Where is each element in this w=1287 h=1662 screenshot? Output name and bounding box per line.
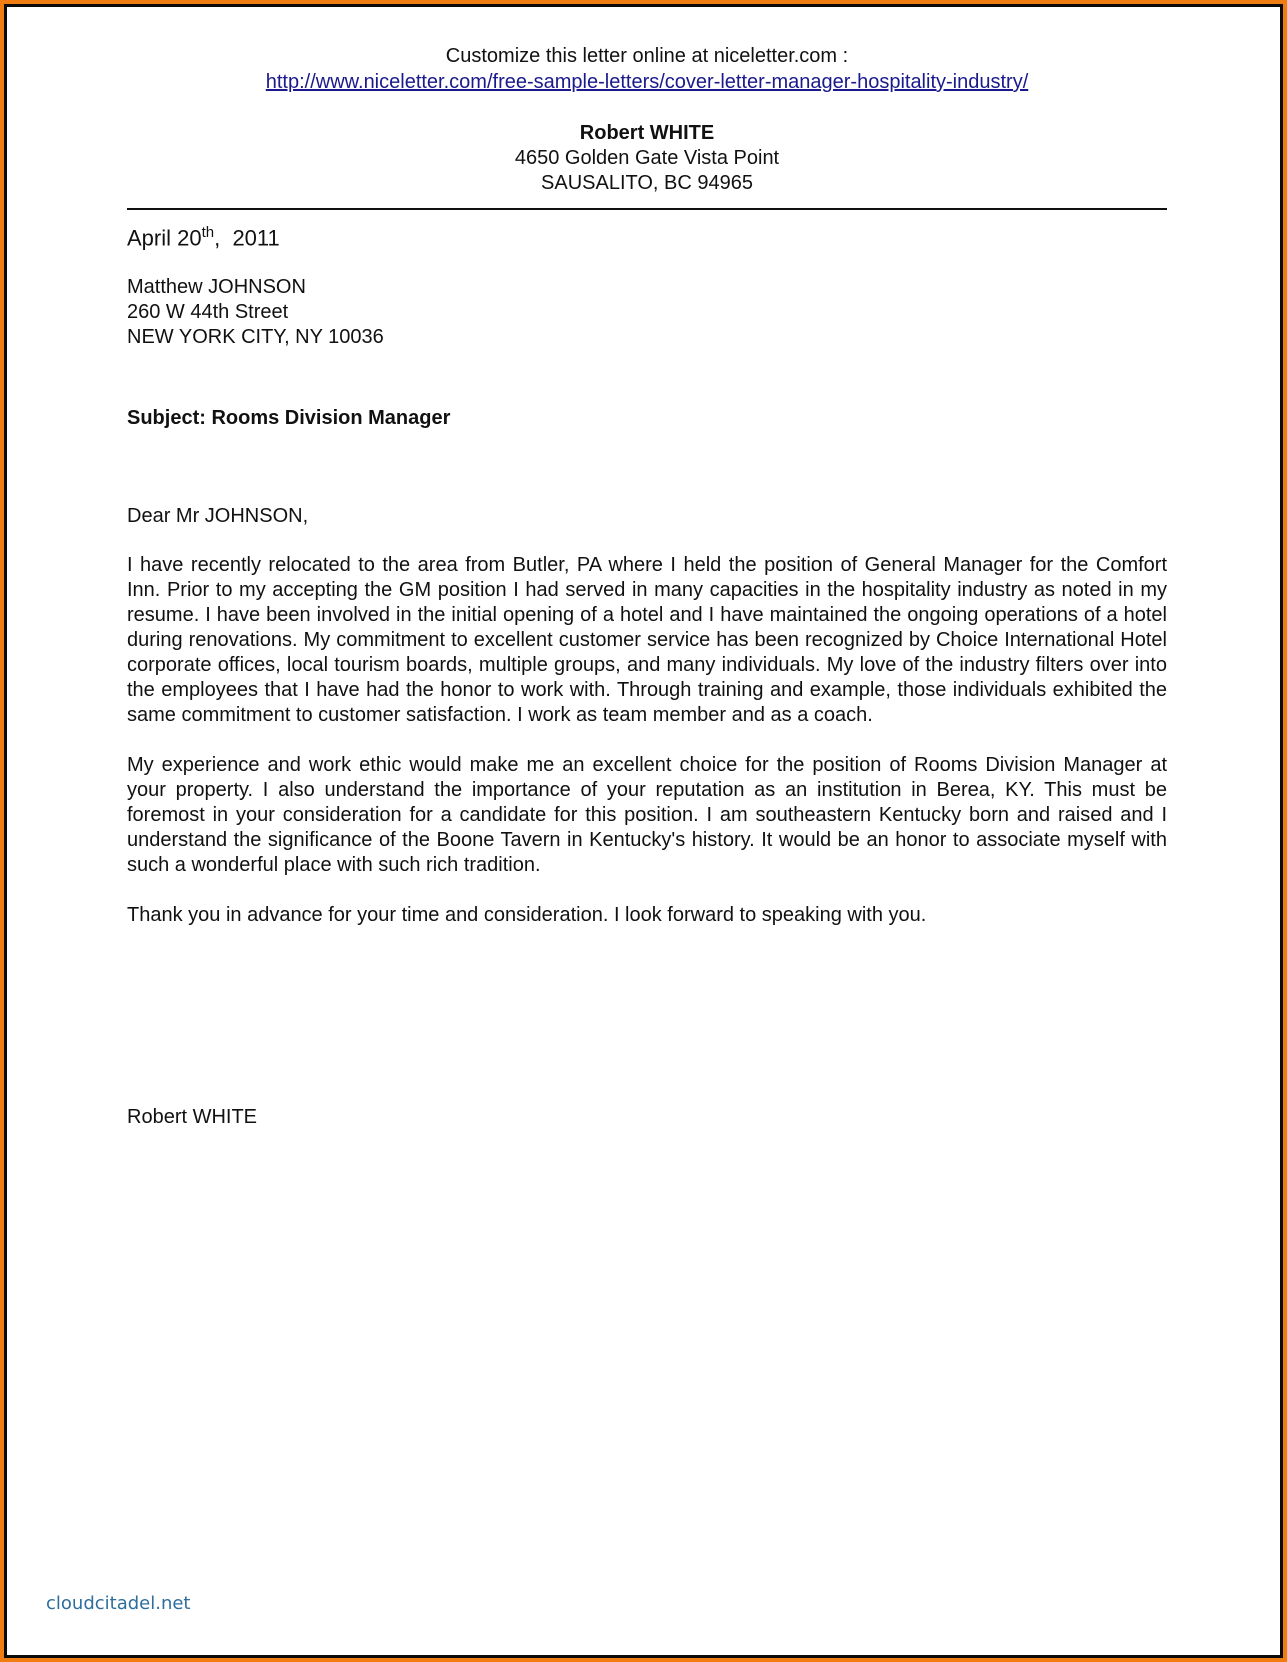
date-year: , 2011 <box>214 225 280 251</box>
sender-block <box>127 121 1167 196</box>
customize-text: Customize this letter online at niceletter.com : <box>445 45 849 67</box>
date-suffix: th <box>201 224 215 241</box>
sender-name: Robert WHITE <box>579 122 715 144</box>
date-month-day: April 20 <box>127 225 202 251</box>
body-paragraph-3: Thank you in advance for your time and consideration. I look forward to speaking with you. <box>127 904 927 927</box>
letter-subject: Subject: Rooms Division Manager <box>127 407 451 430</box>
letter-greeting: Dear Mr JOHNSON, <box>127 505 309 528</box>
body-paragraph-1: I have recently relocated to the area from Butler, PA where I held the position of General Manager for the Comfort Inn. Prior to my accepting the GM position I had served in many capacities in the hospitality industry as noted in my resume. I have been involved in the initial opening of a hotel and I have maintained the ongoing operations of a hotel during renovations. My commitment to excellent customer service has been recognized by Choice International Hotel corporate offices, local tourism boards, multiple groups, and many individuals. My love of the industry filters over into the employees that I have had the honor to work with. Through training and example, those individuals exhibited the same commitment to customer satisfaction. I work as team member and as a coach. <box>127 554 1167 727</box>
recipient-address-line1: 260 W 44th Street <box>127 301 289 324</box>
watermark: cloudcitadel.net <box>46 1593 191 1614</box>
body-paragraph-2: My experience and work ethic would make me an excellent choice for the position of Rooms Division Manager at your property. I also understand the importance of your reputation as an institution in Berea, KY. This must be foremost in your consideration for a candidate for this position. I am southeastern Kentucky born and raised and I understand the significance of the Boone Tavern in Kentucky's history. It would be an honor to associate myself with such a wonderful place with such rich tradition. <box>127 754 1167 877</box>
recipient-block <box>127 275 1167 350</box>
document-frame <box>4 4 1283 1658</box>
letter-page <box>127 43 1167 1129</box>
letter-date <box>127 218 1167 253</box>
sender-address-line2: SAUSALITO, BC 94965 <box>541 172 753 194</box>
recipient-address-line2: NEW YORK CITY, NY 10036 <box>127 326 384 349</box>
signature: Robert WHITE <box>127 1106 258 1129</box>
sender-address-line1: 4650 Golden Gate Vista Point <box>514 147 780 169</box>
recipient-name: Matthew JOHNSON <box>127 276 306 299</box>
letter-header <box>127 43 1167 95</box>
niceletter-link[interactable]: http://www.niceletter.com/free-sample-letters/cover-letter-manager-hospitality-industry/ <box>265 71 1029 93</box>
header-divider <box>127 208 1167 210</box>
